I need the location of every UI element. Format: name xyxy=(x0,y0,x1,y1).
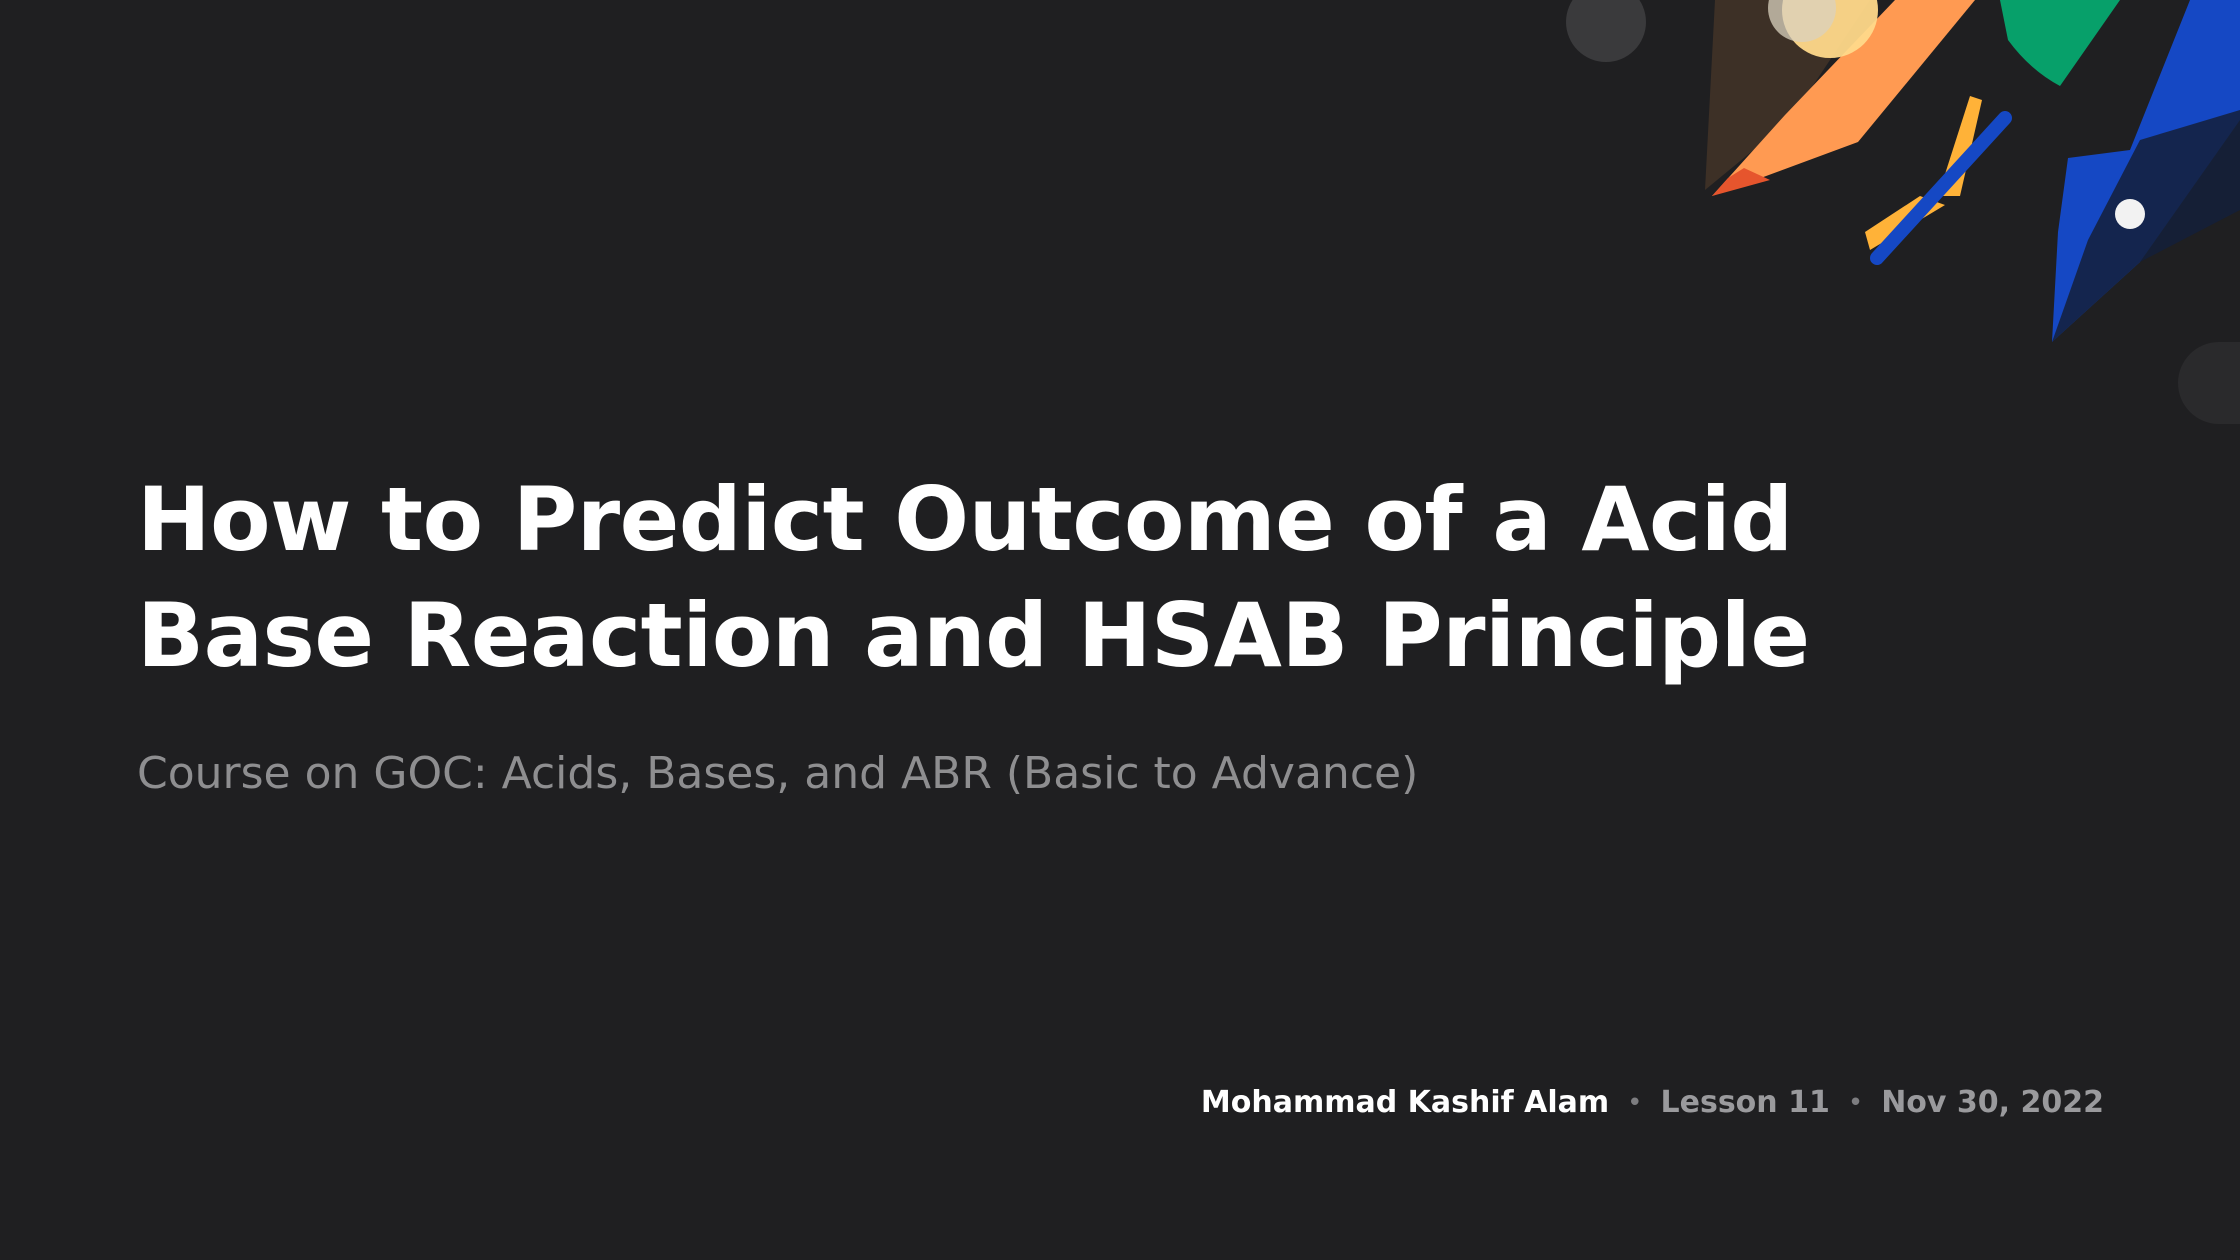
lesson-number: Lesson 11 xyxy=(1660,1085,1830,1120)
lesson-date: Nov 30, 2022 xyxy=(1881,1085,2104,1120)
meta-separator-dot: • xyxy=(1627,1088,1643,1118)
lesson-meta xyxy=(1201,1082,2104,1124)
lesson-title-line-2: Base Reaction and HSAB Principle xyxy=(137,584,1810,687)
gray-capsule-shape xyxy=(2178,342,2240,424)
white-dot-shape xyxy=(2115,199,2145,229)
green-drop-shape xyxy=(2000,0,2120,86)
decorative-shapes-illustration xyxy=(1540,0,2240,440)
blue-bowtie-stick xyxy=(1877,118,2005,258)
author-name: Mohammad Kashif Alam xyxy=(1200,1085,1610,1120)
course-subtitle: Course on GOC: Acids, Bases, and ABR (Basic to Advance) xyxy=(137,748,1419,799)
lesson-title xyxy=(137,462,1810,694)
meta-separator-dot: • xyxy=(1847,1088,1864,1118)
gray-circle-shape xyxy=(1566,0,1646,62)
lesson-title-line-1: How to Predict Outcome of a Acid xyxy=(137,468,1793,571)
